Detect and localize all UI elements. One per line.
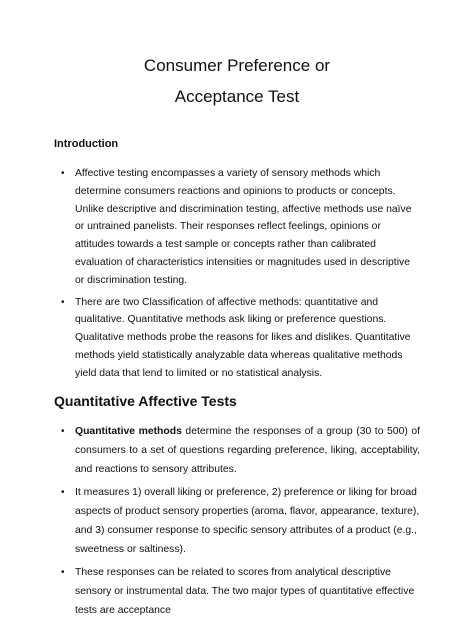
list-item-text: It measures 1) overall liking or preference, 2) preference or liking for broad aspects of product sensory properties (aroma, flavor, appearance, texture), and 3) consumer response to specific sensory attributes of a product (e.g., sweetness or saltiness). [75, 487, 420, 555]
bullet-icon: • [61, 487, 65, 498]
list-item [0, 483, 420, 559]
bullet-icon: • [61, 168, 65, 179]
bullet-icon: • [61, 296, 65, 308]
quantitative-tests-list [0, 422, 474, 620]
list-item [0, 294, 420, 383]
list-item-text: There are two Classification of affective methods: quantitative and qualitative. Quantitative methods ask liking or preference questions. Qualitative methods probe the reasons for likes and dislikes. Quantitative methods yield statistically analyzable data whereas qualitative methods yield data that lend to limited or no statistical analysis. [75, 296, 411, 379]
list-item [0, 422, 420, 479]
list-item-bold-term: Quantitative methods [75, 426, 182, 437]
list-item-text: Affective testing encompasses a variety of sensory methods which determine consumers reactions and opinions to products or concepts. Unlike descriptive and discrimination testing, affective methods use naïve or untrained panelists. Their responses reflect feelings, opinions or attitudes towards a test sample or concepts rather than calibrated evaluation of characteristics intensities or magnitudes used in descriptive or discrimination testing. [75, 168, 412, 286]
list-item [0, 165, 420, 290]
document-title-line-2: Acceptance Test [174, 87, 300, 106]
document-title-line-1: Consumer Preference or [143, 56, 331, 75]
introduction-heading: Introduction [54, 138, 119, 150]
quantitative-tests-heading: Quantitative Affective Tests [54, 393, 237, 409]
list-item-text: These responses can be related to scores from analytical descriptive sensory or instrumental data. The two major types of quantitative effective tests are acceptance [75, 567, 415, 616]
introduction-list [0, 165, 474, 383]
list-item [0, 563, 420, 620]
bullet-icon: • [61, 567, 65, 578]
list-item-text: determine the responses of a group (30 to 500) of consumers to a set of questions regarding preference, liking, acceptability, and reactions to sensory attributes. [75, 426, 421, 475]
bullet-icon: • [61, 426, 65, 437]
